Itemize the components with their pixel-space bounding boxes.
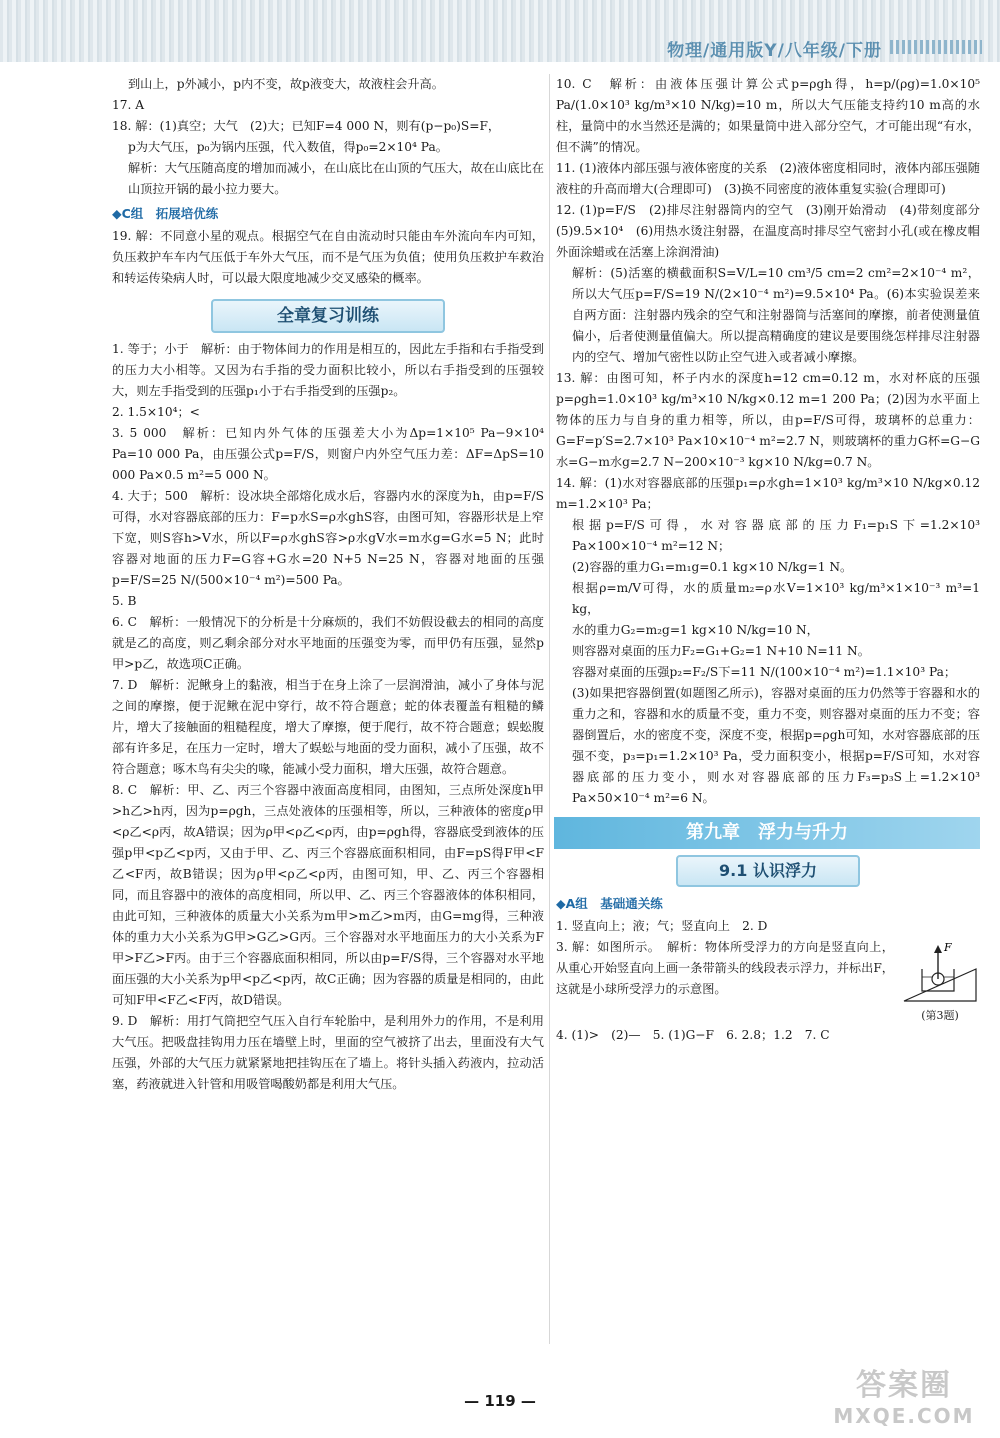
review-7: 7. D 解析：泥鳅身上的黏液，相当于在身上涂了一层润滑油，减小了身体与泥之间的摩擦，便于泥鳅在泥中穿行，故不符合题意；蛇的体表覆盖有粗糙的鳞片，增大了接触面的粗糙程度，增大了摩擦，便于爬行，故不符合题意；蜈蚣腹部有许多足，在压力一定时，增大了蜈蚣与地面的受力面积，减小了压强，故不符合题意；啄木鸟有尖尖的喙，能减小受力面积，增大压强，故符合题意。 (112, 678, 544, 776)
section-answer-4-7: 4. (1)> (2)— 5. (1)G−F 6. 2.8；1.2 7. C (556, 1028, 830, 1042)
right-column (556, 74, 993, 1046)
review-6: 6. C 解析：一般情况下的分析是十分麻烦的，我们不妨假设截去的相同的高度就是乙的高度，则乙剩余部分对水平地面的压强变为零，而甲仍有压强，显然p甲>p乙，故选项C正确。 (112, 615, 544, 671)
review-banner: 全章复习训练 (211, 299, 445, 333)
section-answer-3: 3. 解：如图所示。 解析：物体所受浮力的方向是竖直向上，从重心开始竖直向上画一条带箭头的线段表示浮力，并标出F，这就是小球所受浮力的示意图。 (556, 940, 894, 996)
left-column (112, 74, 544, 1095)
review-3: 3. 5 000 解析：已知内外气体的压强差大小为Δp=1×10⁵ Pa−9×10⁴ Pa=10 000 Pa，由压强公式p=F/S，则窗户内外空气压力差：ΔF=ΔpS=10 000 Pa×0.5 m²=5 000 N。 (112, 426, 544, 482)
answer-17: 17. A (112, 98, 145, 112)
buoyancy-diagram (900, 939, 980, 1009)
figure-caption: (第3题) (921, 1009, 959, 1022)
figure-3 (900, 939, 980, 1023)
chapter-banner: 第九章 浮力与升力 (554, 817, 980, 849)
group-a-heading: ◆A组 基础通关练 (556, 896, 663, 911)
arrow-head (934, 945, 942, 953)
answer-14-line7: 容器对桌面的压强p₂=F₂/S下=11 N/(100×10⁻⁴ m²)=1.1×10³ Pa； (572, 665, 957, 679)
review-5: 5. B (112, 594, 137, 608)
header-title: 物理/通用版Y/八年级/下册 (667, 41, 882, 61)
watermark-url: MXQE.COM (833, 1404, 975, 1428)
column-divider (549, 74, 550, 1344)
answer-18: 18. 解：(1)真空；大气 (2)大；已知F=4 000 N，则有(p−p₀)S=F， (112, 119, 501, 133)
answer-14-line4: 根据ρ=m/V可得，水的质量m₂=ρ水V=1×10³ kg/m³×1×10⁻³ m³=1 kg， (572, 581, 980, 616)
answer-14: 14. 解：(1)水对容器底部的压强p₁=ρ水gh=1×10³ kg/m³×10 N/kg×0.12 m=1.2×10³ Pa； (556, 476, 980, 511)
answer-line: 到山上，p外减小，p内不变，故p液变大，故液柱会升高。 (128, 77, 444, 91)
watermark-logo (824, 1360, 984, 1434)
answer-13: 13. 解：由图可知，杯子内水的深度h=12 cm=0.12 m，水对杯底的压强p=ρgh=1.0×10³ kg/m³×10 N/kg×0.12 m=1 200 Pa；(2)因为水平面上物体的压力与自身的重力相等，所以，由p=F/S可得，玻璃杯的总重力：G=F=p′S=2.7×10³ Pa×10×10⁻⁴ m²=2.7 N，则玻璃杯的重力G杯=G−G水=G−m水g=2.7 N−200×10⁻³ kg×10 N/kg=0.7 N。 (556, 371, 980, 469)
watermark-text: 答案圈 (856, 1368, 952, 1403)
answer-14-line3: (2)容器的重力G₁=m₁g=0.1 kg×10 N/kg=1 N。 (572, 560, 853, 574)
answer-10: 10. C 解析：由液体压强计算公式p=ρgh得，h=p/(ρg)=1.0×10⁵ Pa/(1.0×10³ kg/m³×10 N/kg)=10 m，所以大气压能支持约10 m高的水柱，量筒中的水当然还是满的；如果量筒中进入部分空气，才可能出现“有水，但不满”的情况。 (556, 77, 980, 154)
review-2: 2. 1.5×10⁴；< (112, 405, 200, 419)
answer-14-line5: 水的重力G₂=m₂g=1 kg×10 N/kg=10 N， (572, 623, 819, 637)
answer-14-line2: 根据p=F/S可得，水对容器底部的压力F₁=p₁S下=1.2×10³ Pa×100×10⁻⁴ m²=12 N； (572, 518, 980, 553)
answer-19: 19. 解：不同意小星的观点。根据空气在自由流动时只能由车外流向车内可知，负压救护车车内气压低于车外大气压，而不是气压为负值；使用负压救护车救治和转运传染病人时，可以最大限度地减少交叉感染的概率。 (112, 229, 544, 285)
group-c-heading: ◆C组 拓展培优练 (112, 206, 219, 221)
review-4: 4. 大于；500 解析：设冰块全部熔化成水后，容器内水的深度为h，由p=F/S可得，水对容器底部的压力：F=p水S=ρ水ghS容，由图可知，容器形状是上窄下宽，则S容h>V水，所以F=ρ水ghS容>ρ水gV水=m水g=G水=5 N；此时容器对地面的压力F=G容+G水=20 N+5 N=25 N，容器对地面的压强p=F/S=25 N/(500×10⁻⁴ m²)=500 Pa。 (112, 489, 544, 587)
answer-14-line8: (3)如果把容器倒置(如题图乙所示)，容器对桌面的压力仍然等于容器和水的重力之和，容器和水的质量不变，重力不变，则容器对桌面的压力不变；容器倒置后，水的密度不变，深度不变，根据p=ρgh可知，水对容器底部的压强不变，p₃=p₁=1.2×10³ Pa，受力面积变小，根据p=F/S可知，水对容器底部的压力变小，则水对容器底部的压力F₃=p₃S上=1.2×10³ Pa×50×10⁻⁴ m²=6 N。 (572, 686, 980, 805)
review-1: 1. 等于；小于 解析：由于物体间力的作用是相互的，因此左手指和右手指受到的压力大小相等。又因为右手指的受力面积比较小，所以右手指受到的压强较大，则左手指受到的压强p₁小于右手指受到的压强p₂。 (112, 342, 544, 398)
answer-11: 11. (1)液体内部压强与液体密度的关系 (2)液体密度相同时，液体内部压强随液柱的升高而增大(合理即可) (3)换不同密度的液体重复实验(合理即可) (556, 161, 980, 196)
answer-18-analysis: 解析：大气压随高度的增加而减小，在山底比在山顶的气压大，故在山底比在山顶拉开锅的最小拉力要大。 (128, 161, 544, 196)
force-label: F (944, 941, 952, 954)
page-number: — 119 — (464, 1392, 536, 1410)
answer-12-analysis: 解析：(5)活塞的横截面积S=V/L=10 cm³/5 cm=2 cm²=2×10⁻⁴ m²，所以大气压p=F/S=19 N/(2×10⁻⁴ m²)=9.5×10⁴ Pa。(6)本实验误差来自两方面：注射器内残余的空气和注射器筒与活塞间的摩擦，前者使测量值偏小，后者使测量值偏大。所以提高精确度的建议是要围绕怎样排尽注射器内的空气、增加气密性以防止空气进入或者减小摩擦。 (572, 266, 980, 364)
section-banner: 9.1 认识浮力 (676, 855, 860, 887)
answer-14-line6: 则容器对桌面的压力F₂=G₁+G₂=1 N+10 N=11 N。 (572, 644, 870, 658)
answer-18-line2: p为大气压，p₀为锅内压强，代入数值，得p₀=2×10⁴ Pa。 (128, 140, 448, 154)
review-8: 8. C 解析：甲、乙、丙三个容器中液面高度相同，由图知，三点所处深度h甲>h乙>h丙，因为p=ρgh，三点处液体的压强相等，所以，三种液体的密度ρ甲<ρ乙<ρ丙，故A错误；因为ρ甲<ρ乙<ρ丙，由p=ρgh得，容器底受到液体的压强p甲<p乙<p丙，又由于甲、乙、丙三个容器底面积相同，由F=pS得F甲<F乙<F丙，故B错误；因为ρ甲<ρ乙<ρ丙，由图可知，甲、乙、丙三个容器相同，而且容器中的液体的高度相同，所以甲、乙、丙三个容器液体的体积相同，由此可知，三种液体的质量大小关系为m甲>m乙>m丙，由G=mg得，三种液体的重力大小关系为G甲>G乙>G丙。三个容器对水平地面压力的大小关系为F甲>F乙>F丙。由于三个容器底面积相同，所以由p=F/S得，三个容器对水平地面压强的大小关系为p甲<p乙<p丙，故C正确；因为容器的质量是相同的，由此可知F甲<F乙<F丙，故D错误。 (112, 783, 544, 1007)
answer-12: 12. (1)p=F/S (2)排尽注射器筒内的空气 (3)刚开始滑动 (4)带刻度部分 (5)9.5×10⁴ (6)用热水烫注射器，在温度高时排尽空气密封小孔(或在橡皮帽外面涂蜡或在活塞上涂润滑油) (556, 203, 993, 259)
review-9: 9. D 解析：用打气筒把空气压入自行车轮胎中，是利用外力的作用，不是利用大气压。把吸盘挂钩用力压在墙壁上时，里面的空气被挤了出去，里面没有大气压强，外部的大气压力就紧紧地把挂钩压在了墙上。将针头插入药液内，拉动活塞，药液就进入针管和用吸管喝酸奶都是利用大气压。 (112, 1014, 544, 1091)
section-answer-1-2: 1. 竖直向上；液；气；竖直向上 2. D (556, 919, 768, 933)
header-decoration (890, 40, 982, 54)
page-header (0, 0, 1000, 62)
